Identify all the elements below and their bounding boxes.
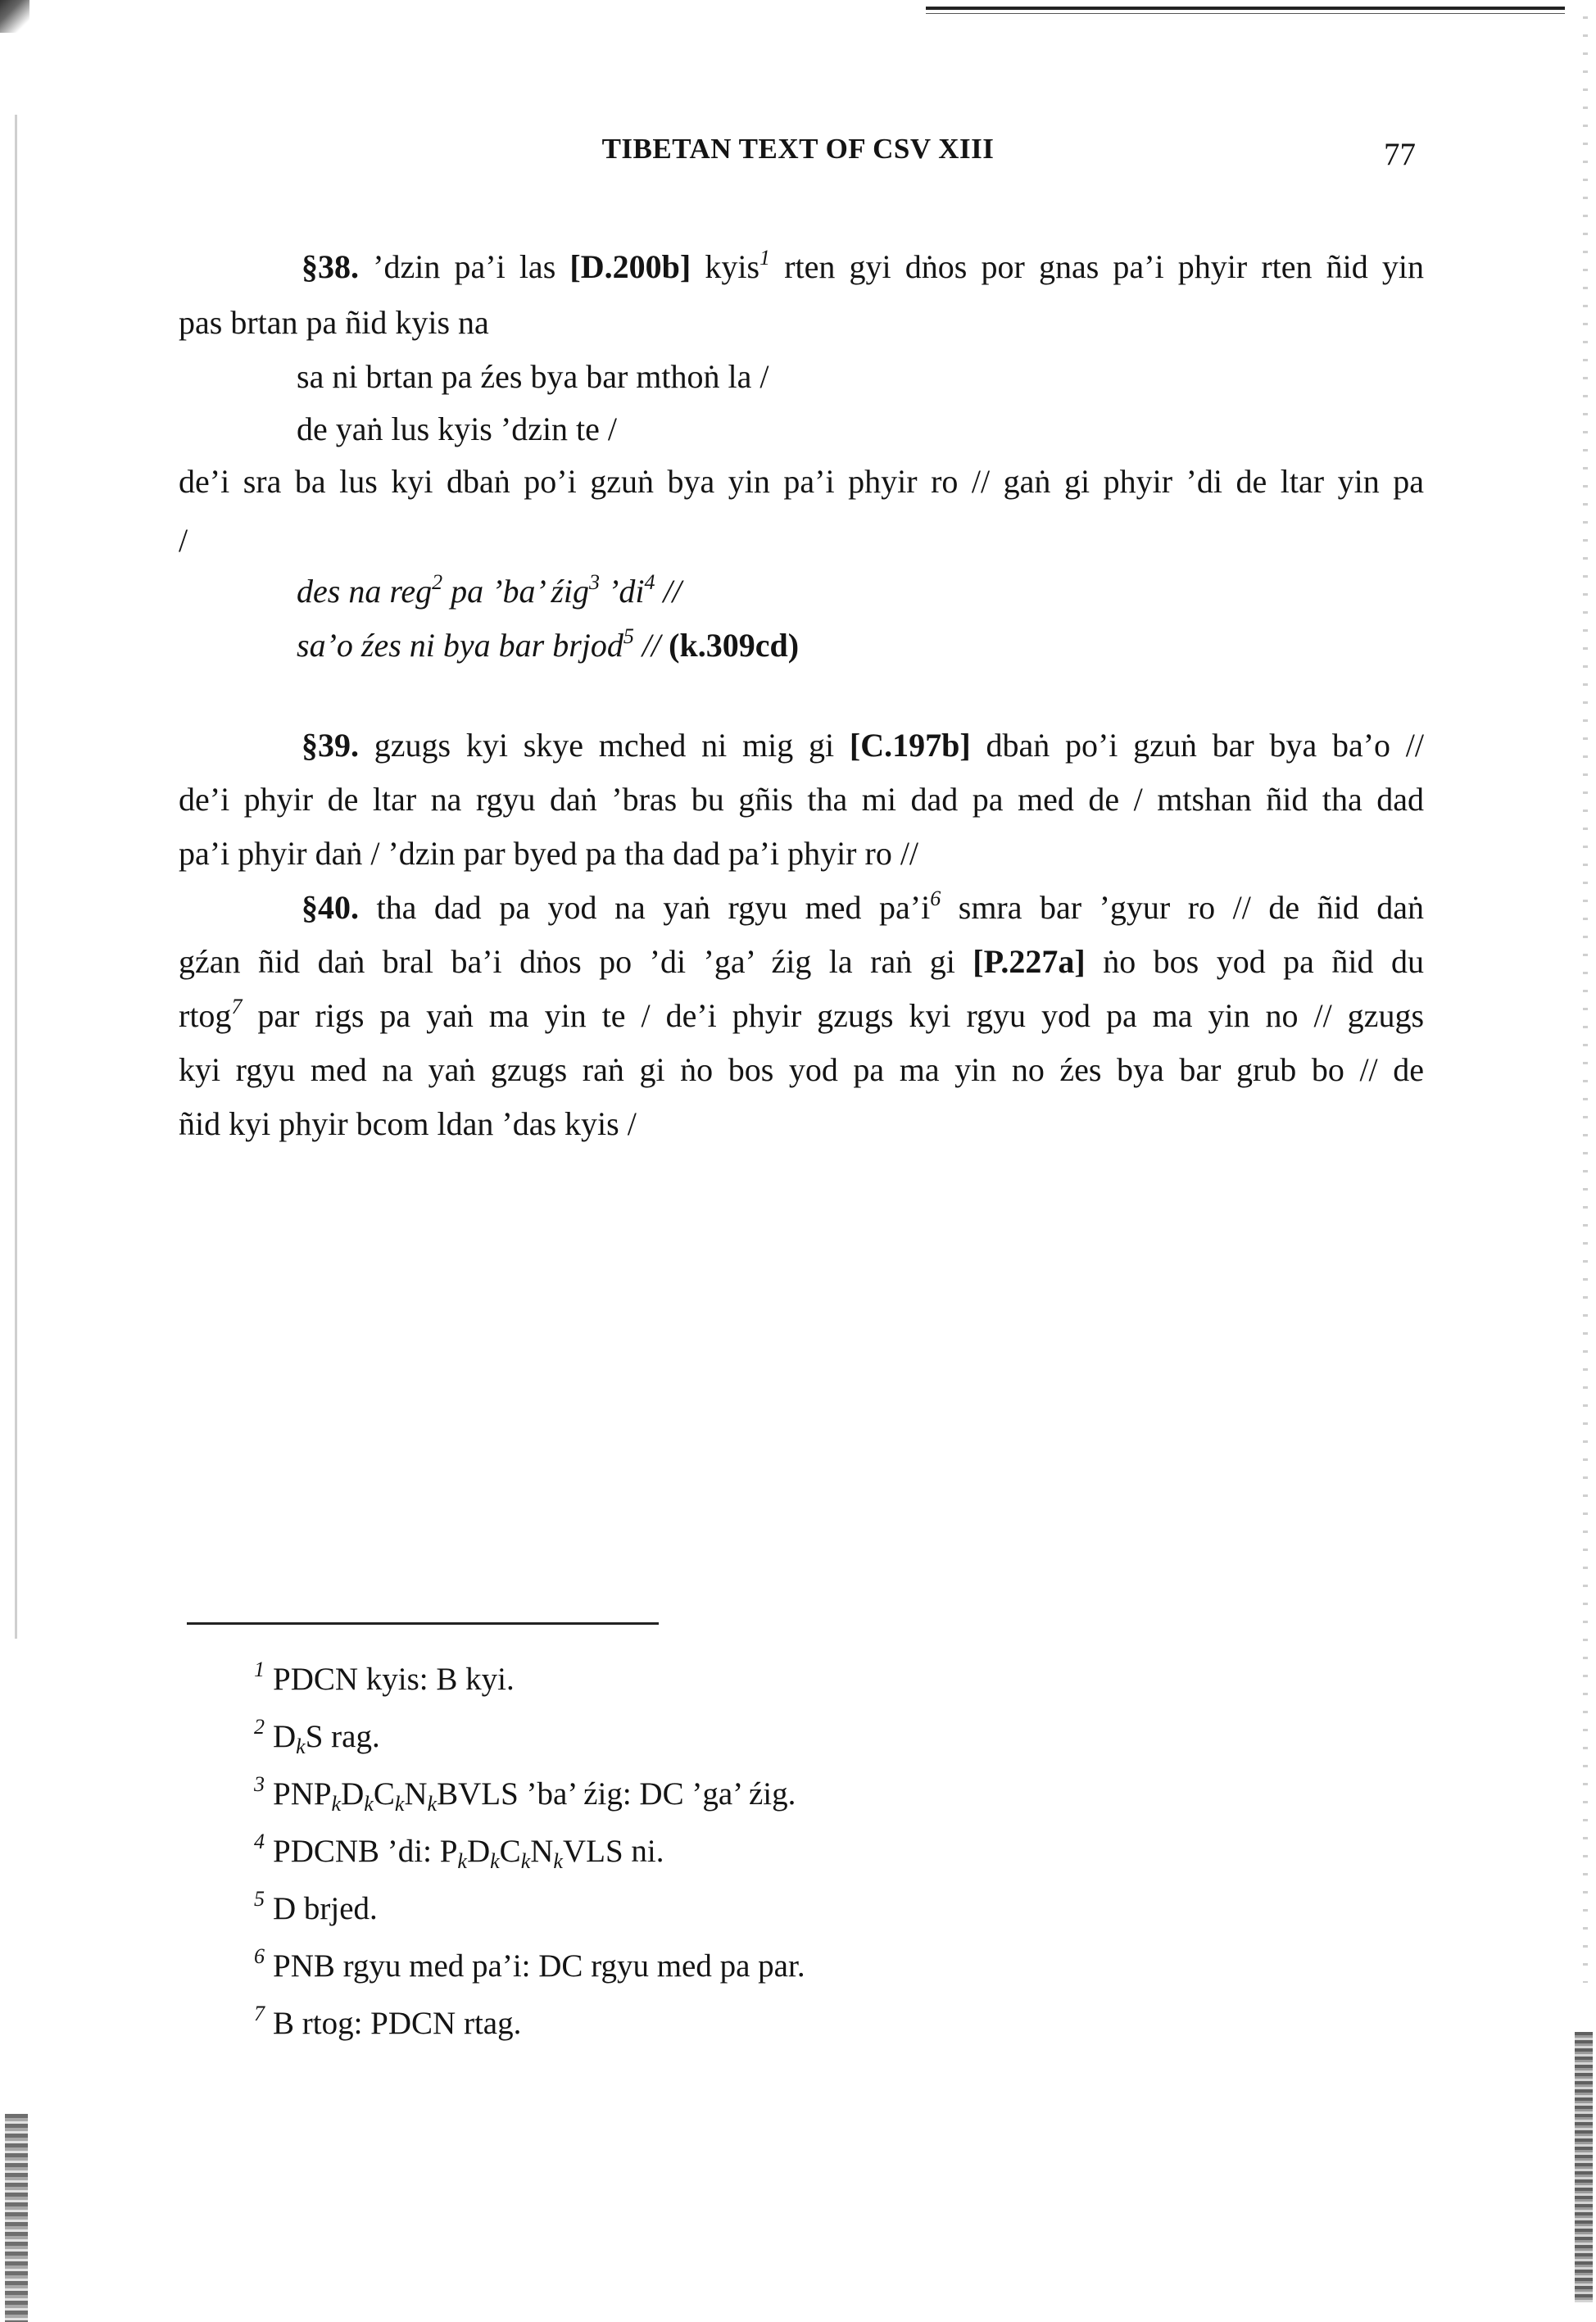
s39-line-2: de’i phyir de ltar na rgyu daṅ ’bras bu gñis tha mi dad pa med de / mtshan ñid tha dad: [179, 781, 1424, 818]
karika-reference: (k.309cd): [669, 627, 800, 664]
section-number: §39.: [302, 727, 359, 764]
footnote-ref: 2: [432, 570, 443, 594]
text-run: tha dad pa yod na yaṅ rgyu med $pa’i^6$: [376, 887, 941, 926]
text-run: rten gyi dṅos por gnas pa’i phyir rten ñid yin: [784, 248, 1425, 285]
page-number: 77: [1384, 137, 1416, 172]
footnote-ref: 4: [644, 570, 655, 594]
footnote-ref: 6: [930, 887, 941, 910]
verse-line-2: sa’o źes ni bya bar brjod$^5$ // (k.309cd): [297, 624, 800, 664]
folio-reference: [P.227a]: [973, 943, 1086, 980]
footnote-2: $^2$ $D_kS$ rag.: [254, 1715, 380, 1758]
scan-top-rule-thin: [926, 13, 1565, 14]
s39-line-3: pa’i phyir daṅ / ’dzin par byed pa tha dad pa’i phyir ro //: [179, 835, 919, 872]
footnote-3: $^3$ $PNP_kD_kC_kN_kBVLS$ ’ba’ źig: DC ’ga’ źig.: [254, 1772, 796, 1816]
footnote-separator: [187, 1622, 659, 1625]
scan-right-edge: [1583, 16, 1588, 1983]
s39-line-1: §39. gzugs kyi skye mched ni mig gi [C.197b] dbaṅ po’i gzuṅ bar bya ba’o //: [302, 727, 1425, 764]
s40-line-4: kyi rgyu med na yaṅ gzugs raṅ gi ṅo bos yod pa ma yin no źes bya bar grub bo // de: [179, 1051, 1424, 1088]
s38-line-5: de’i sra ba lus kyi dbaṅ po’i gzuṅ bya yin pa’i phyir ro // gaṅ gi phyir ’di de ltar yin pa: [179, 463, 1424, 500]
s40-line-3: rtog$^7$ par rigs pa yaṅ ma yin te / de’i phyir gzugs kyi rgyu yod pa ma yin no // gzugs: [179, 995, 1425, 1034]
footnote-6: $^6$ PNB rgyu med pa’i: DC rgyu med pa par.: [254, 1944, 805, 1984]
page-header: [0, 133, 1596, 174]
footnote-4: $^4$ PDCNB ’di: $P_kD_kC_kN_kVLS$ ni.: [254, 1830, 664, 1873]
footnote-1: $^1$ PDCN kyis: B kyi.: [254, 1658, 515, 1697]
footnote-5: $^5$ D brjed.: [254, 1887, 378, 1926]
folio-reference: [D.200b]: [569, 248, 691, 285]
scan-corner-shadow: [0, 0, 29, 33]
footnote-ref: 7: [231, 995, 243, 1018]
scan-top-rule: [926, 7, 1565, 10]
folio-reference: [C.197b]: [849, 727, 971, 764]
s38-line-1: [302, 246, 1425, 285]
footnote-ref: 1: [759, 246, 771, 270]
running-title: TIBETAN TEXT OF CSV XIII: [601, 133, 995, 165]
s40-line-5: ñid kyi phyir bcom ldan ’das kyis /: [179, 1105, 637, 1142]
text-run: kyis$^1$: [705, 246, 771, 285]
text-run: ’dzin pa’i las: [373, 248, 556, 285]
s38-line-6: /: [179, 522, 188, 559]
s38-line-4: de yaṅ lus kyis ’dzin te /: [297, 410, 618, 447]
text-run: rtog$^7$: [179, 995, 243, 1034]
scan-left-edge: [15, 115, 17, 1639]
scan-left-binding-shadow: [5, 2114, 28, 2322]
footnote-ref: 3: [589, 570, 601, 594]
section-number: §40.: [302, 889, 359, 926]
s38-line-2: pas brtan pa ñid kyis na: [179, 304, 489, 341]
s40-line-2: gźan ñid daṅ bral ba’i dṅos po ’di ’ga’ źig la raṅ gi [P.227a] ṅo bos yod pa ñid du: [179, 943, 1425, 980]
s38-line-3: sa ni brtan pa źes bya bar mthoṅ la /: [297, 358, 769, 395]
footnote-7: $^7$ B rtog: PDCN rtag.: [254, 2002, 522, 2041]
s40-line-1: §40. tha dad pa yod na yaṅ rgyu med $pa’i^6$ smra bar ’gyur ro // de ñid daṅ: [302, 887, 1425, 926]
section-number: §38.: [302, 248, 359, 285]
footnote-ref: 5: [623, 624, 634, 648]
verse-line-1: des na reg$^2$ pa ’ba’ źig$^3$ $’di^4$ //: [297, 570, 682, 610]
scan-right-binding-shadow: [1575, 2032, 1593, 2302]
